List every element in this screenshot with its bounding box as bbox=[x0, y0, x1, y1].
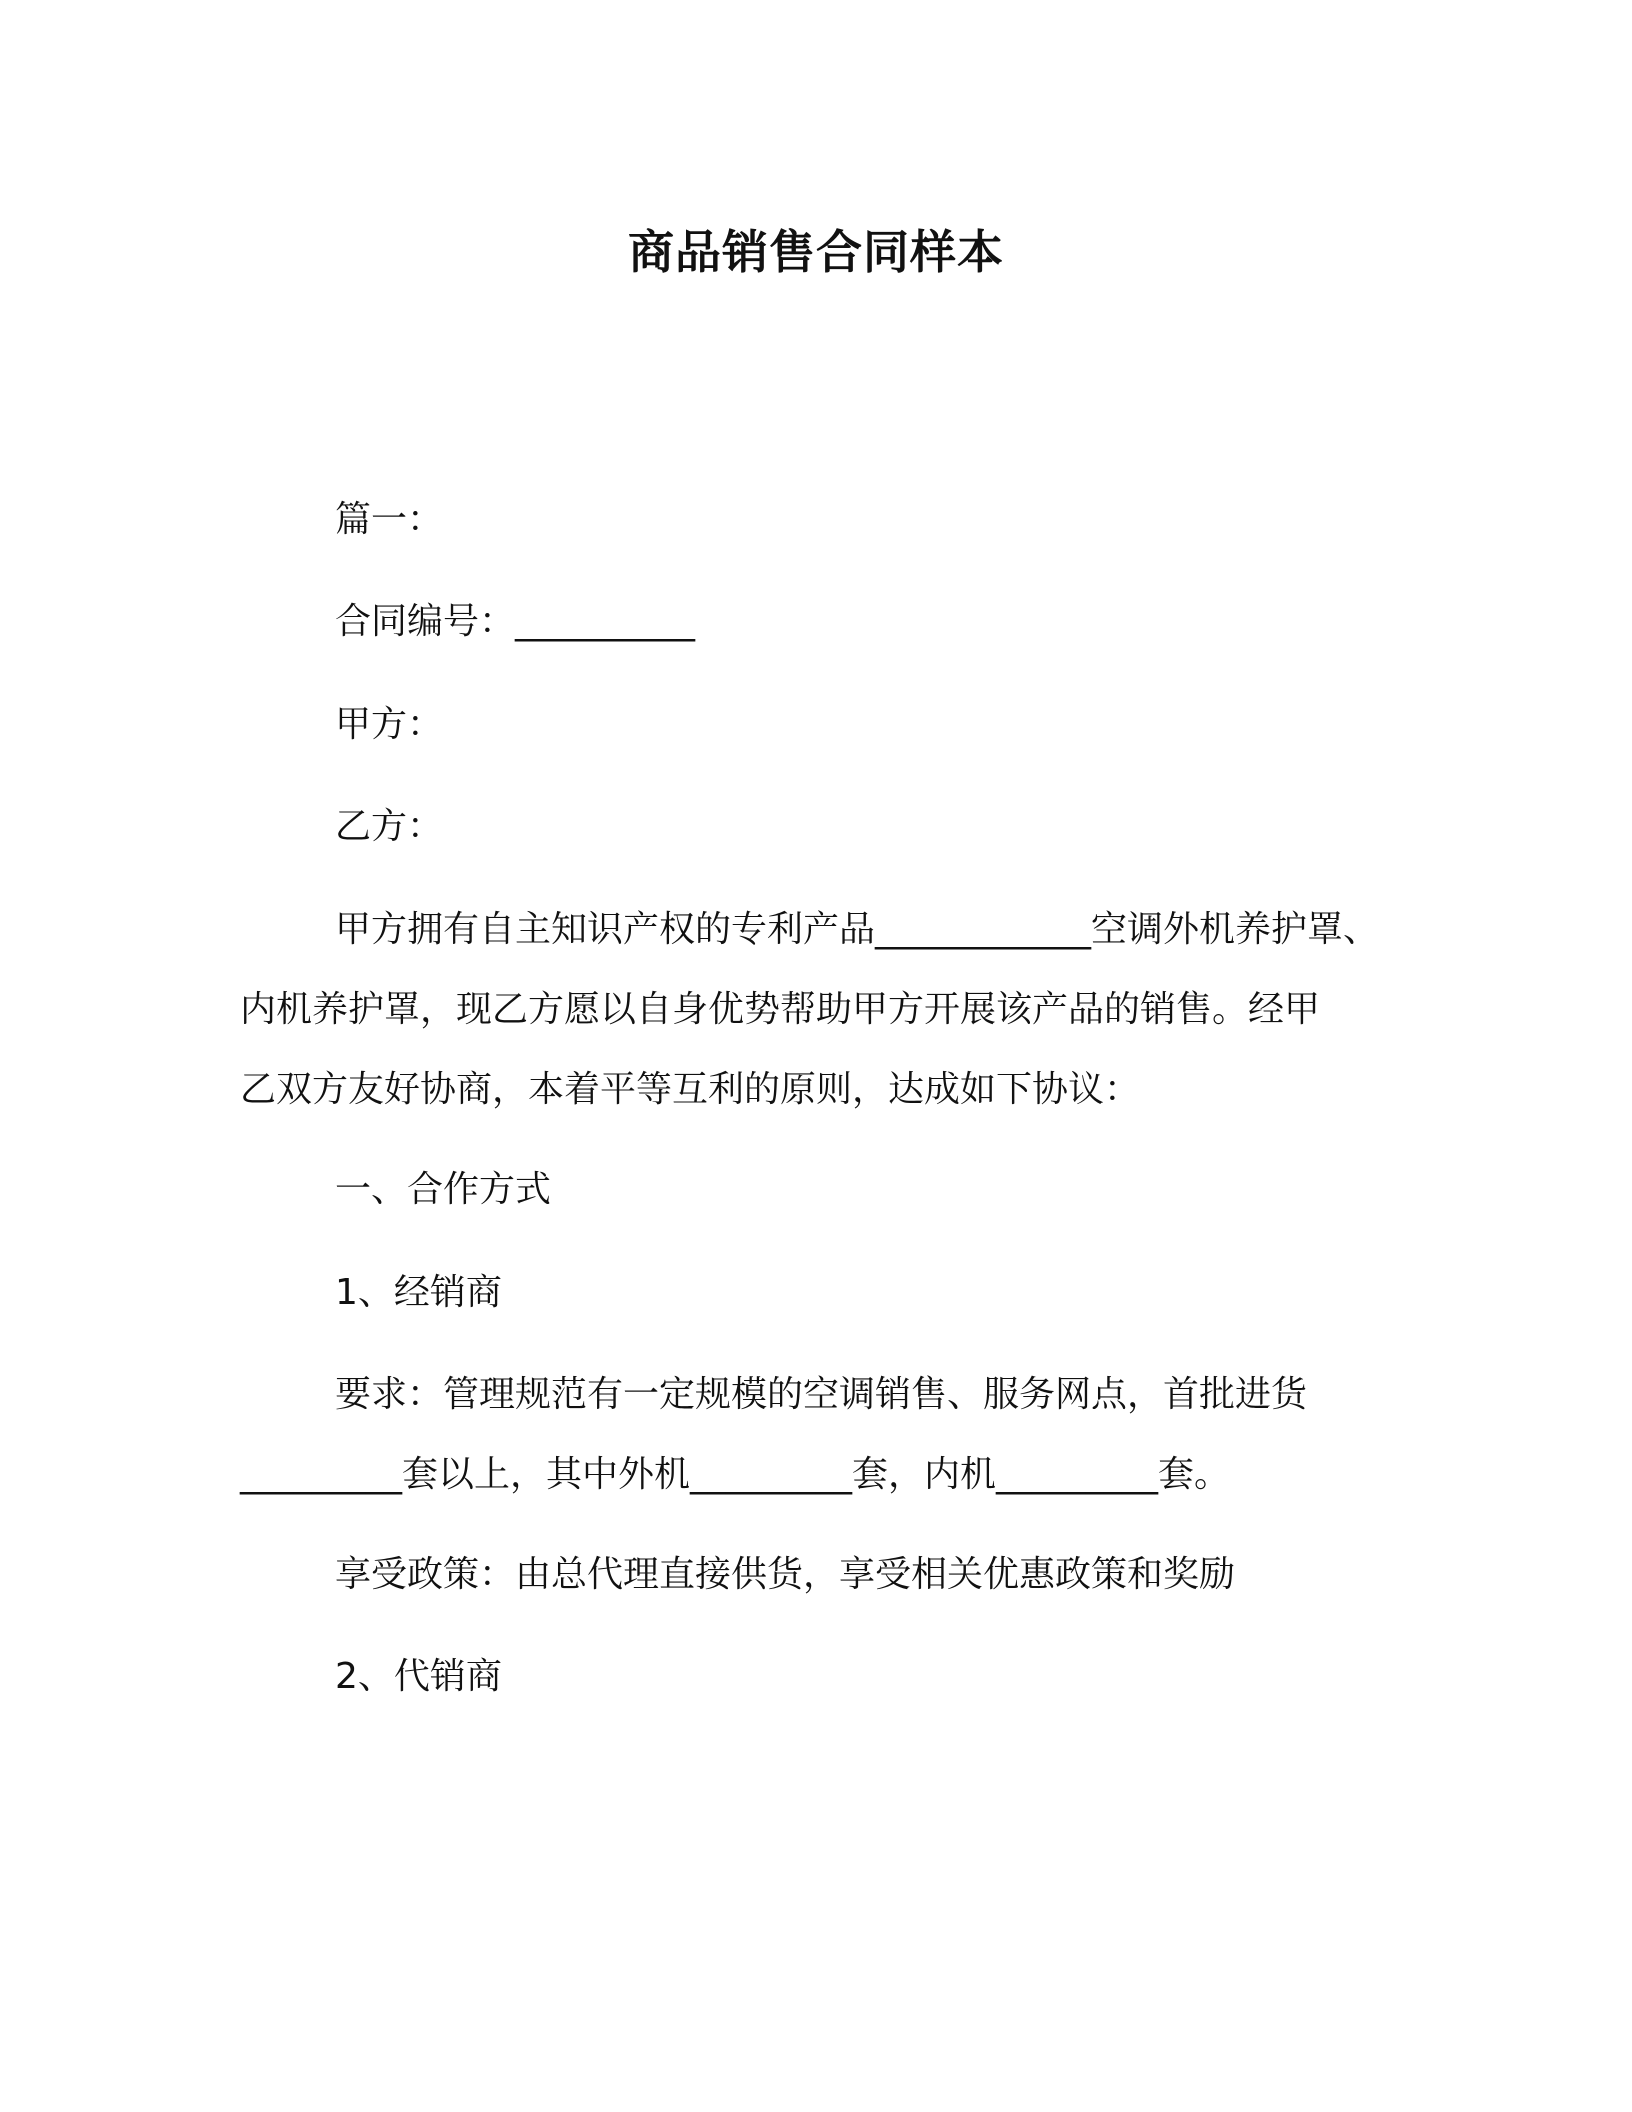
policy-line: 享受政策：由总代理直接供货，享受相关优惠政策和奖励 bbox=[335, 1554, 1236, 1595]
party-a-line: 甲方： bbox=[335, 704, 444, 745]
intro-paragraph-line-3: 乙双方友好协商，本着平等互利的原则，达成如下协议： bbox=[240, 1069, 1141, 1110]
subsection-distributor: 1、经销商 bbox=[335, 1272, 502, 1313]
intro-paragraph-line-2: 内机养护罩，现乙方愿以自身优势帮助甲方开展该产品的销售。经甲 bbox=[240, 989, 1321, 1030]
subsection-consignment-agent: 2、代销商 bbox=[335, 1656, 502, 1697]
requirements-line-2: _________套以上，其中外机_________套，内机_________套。 bbox=[240, 1454, 1231, 1495]
section-heading-part-one: 篇一： bbox=[335, 499, 444, 540]
contract-number-line: 合同编号：__________ bbox=[335, 601, 696, 642]
intro-paragraph-line-1: 甲方拥有自主知识产权的专利产品____________空调外机养护罩、 bbox=[335, 909, 1380, 950]
document-title: 商品销售合同样本 bbox=[628, 225, 1004, 279]
party-b-line: 乙方： bbox=[335, 806, 444, 847]
section-heading-cooperation: 一、合作方式 bbox=[335, 1169, 552, 1210]
requirements-line-1: 要求：管理规范有一定规模的空调销售、服务网点，首批进货 bbox=[335, 1374, 1308, 1415]
